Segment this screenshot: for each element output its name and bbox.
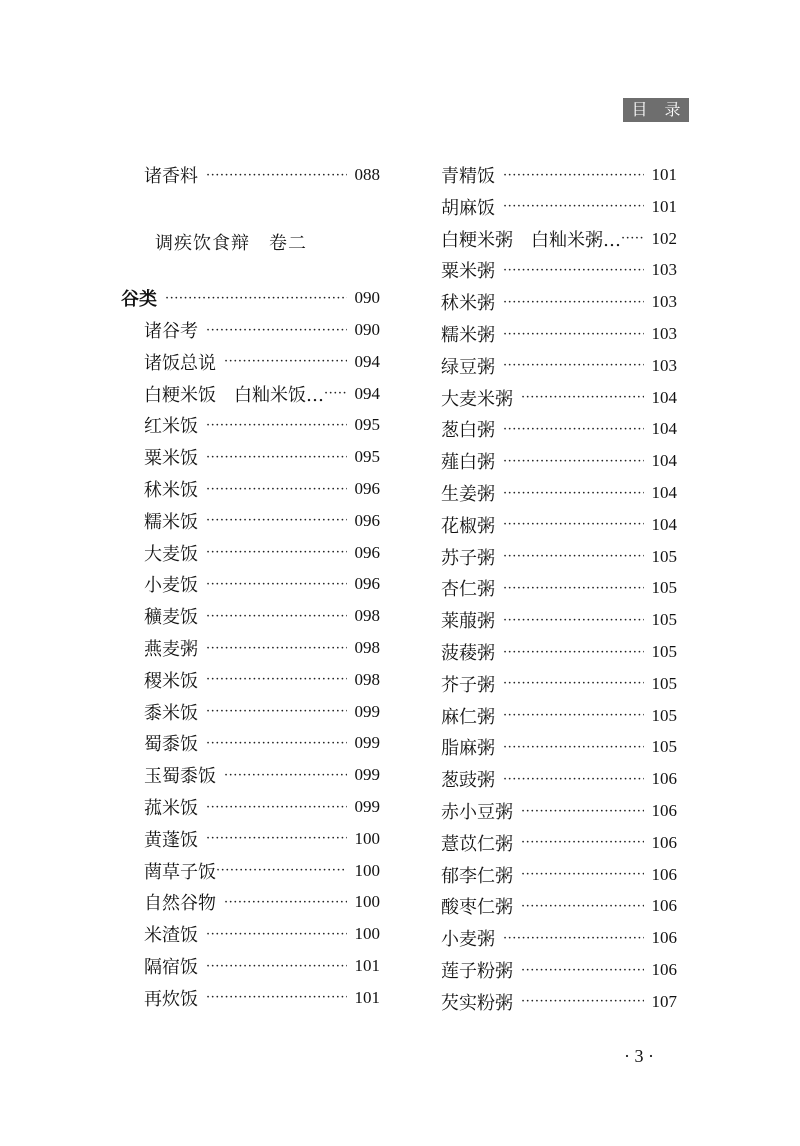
entry-page: 099: [354, 733, 380, 753]
leader-dots: [503, 358, 644, 373]
entry-page: 096: [354, 510, 380, 530]
entry-page: 104: [651, 483, 677, 502]
leader-dots: [503, 327, 644, 342]
entry-page: 102: [651, 228, 677, 248]
leader-dots: [621, 231, 644, 246]
entry-name: 小麦饭: [144, 575, 198, 597]
entry-name: 玉蜀黍饭: [144, 766, 216, 788]
entry-name: 蜀黍饭: [144, 734, 198, 756]
toc-entry[interactable]: [144, 730, 380, 756]
entry-page: 106: [651, 801, 677, 820]
leader-dots: [503, 454, 644, 469]
entry-name: 米渣饭: [144, 925, 198, 947]
entry-name: 红米饭: [144, 416, 198, 438]
entry-name: 脂麻粥: [441, 738, 495, 760]
entry-name: 稷米饭: [144, 670, 198, 692]
toc-entry[interactable]: [144, 699, 380, 725]
entry-name: 赤小豆粥: [441, 802, 513, 823]
entry-page: 100: [354, 892, 380, 912]
leader-dots: [503, 740, 644, 755]
toc-entry[interactable]: [144, 603, 380, 629]
entry-page: 099: [354, 797, 380, 816]
toc-entry[interactable]: [441, 226, 677, 252]
toc-entry[interactable]: [144, 762, 380, 788]
toc-entry[interactable]: [441, 416, 677, 442]
entry-page: 098: [354, 669, 380, 689]
leader-dots: [521, 994, 644, 1009]
leader-dots: [521, 899, 644, 914]
entry-page: 099: [354, 701, 380, 721]
entry-page: 107: [651, 991, 677, 1011]
toc-entry[interactable]: [441, 544, 677, 570]
toc-entry[interactable]: [441, 575, 677, 601]
toc-entry[interactable]: [144, 349, 380, 375]
entry-page: 096: [354, 574, 380, 594]
toc-entry[interactable]: [144, 889, 380, 915]
toc-entry[interactable]: [441, 162, 677, 188]
entry-name: 莱菔粥: [441, 611, 495, 633]
leader-dots: [206, 545, 347, 560]
entry-page: 104: [651, 419, 677, 439]
entry-name: 糯米饭: [144, 511, 198, 533]
entry-page: 104: [651, 451, 677, 471]
leader-dots: [206, 641, 347, 656]
toc-entry[interactable]: [441, 925, 677, 951]
leader-dots: [206, 418, 347, 433]
entry-page: 103: [651, 355, 677, 375]
toc-entry[interactable]: [144, 540, 380, 566]
entry-page: 094: [354, 351, 380, 371]
entry-page: 106: [651, 864, 677, 884]
page-number: · 3 ·: [624, 1046, 654, 1066]
toc-entry[interactable]: [144, 381, 380, 407]
toc-entry-first[interactable]: [144, 162, 380, 188]
toc-entry[interactable]: [441, 862, 677, 888]
entry-page: 101: [651, 196, 677, 216]
leader-dots: [521, 867, 644, 882]
entry-page: 100: [354, 828, 380, 848]
toc-entry[interactable]: [441, 798, 677, 824]
toc-entry[interactable]: [441, 957, 677, 983]
entry-name: 郁李仁粥: [441, 865, 513, 887]
entry-page: 088: [354, 165, 380, 184]
leader-dots: [206, 323, 347, 338]
toc-entry[interactable]: [144, 826, 380, 852]
entry-name: 葱豉粥: [441, 770, 495, 792]
entry-page: 101: [354, 956, 380, 975]
entry-name: 粟米饭: [144, 448, 198, 470]
entry-name: 花椒粥: [441, 515, 495, 537]
leader-dots: [206, 704, 347, 719]
entry-name: 白粳米饭 白籼米饭…: [144, 384, 324, 406]
leader-dots: [216, 863, 347, 878]
entry-name: 秫米粥: [441, 293, 495, 315]
leader-dots: [521, 390, 644, 405]
toc-entry[interactable]: [441, 989, 677, 1015]
leader-dots: [521, 804, 644, 819]
section-title: 调疾饮食辩 卷二: [155, 233, 307, 254]
entry-name: 绿豆粥: [441, 356, 495, 378]
toc-entry[interactable]: [441, 289, 677, 315]
leader-dots: [503, 422, 644, 437]
leader-dots: [503, 549, 644, 564]
leader-dots: [206, 672, 347, 687]
toc-entry[interactable]: [441, 257, 677, 283]
entry-name: 莲子粉粥: [441, 961, 513, 982]
entry-name: 苏子粥: [441, 547, 495, 569]
header-badge: 目 录: [623, 98, 689, 122]
entry-name: 自然谷物: [144, 893, 216, 915]
leader-dots: [503, 645, 644, 660]
leader-dots: [206, 168, 347, 183]
leader-dots: [503, 263, 644, 278]
entry-name: 大麦饭: [144, 543, 198, 565]
entry-name: 菵草子饭: [144, 861, 216, 883]
leader-dots: [521, 835, 644, 850]
toc-entry[interactable]: [144, 571, 380, 597]
toc-entry[interactable]: [441, 893, 677, 919]
toc-entry[interactable]: [441, 353, 677, 379]
entry-page: 104: [651, 514, 677, 534]
entry-page: 098: [354, 638, 380, 657]
toc-entry[interactable]: [441, 639, 677, 665]
leader-dots: [206, 450, 347, 465]
leader-dots: [503, 676, 644, 691]
entry-name: 菠薐粥: [441, 643, 495, 664]
entry-page: 105: [651, 705, 677, 725]
toc-entry[interactable]: [144, 412, 380, 438]
toc-entry[interactable]: [144, 667, 380, 693]
leader-dots: [503, 772, 644, 787]
leader-dots: [503, 199, 644, 214]
entry-page: 104: [651, 387, 677, 407]
entry-name: 秫米饭: [144, 480, 198, 501]
toc-entry[interactable]: [144, 635, 380, 661]
entry-name: 芡实粉粥: [441, 992, 513, 1014]
toc-entry[interactable]: [144, 317, 380, 343]
leader-dots: [206, 482, 347, 497]
entry-page: 095: [354, 447, 380, 467]
entry-page: 106: [651, 832, 677, 852]
toc-entry[interactable]: [441, 194, 677, 220]
entry-page: 098: [354, 606, 380, 626]
leader-dots: [206, 609, 347, 624]
entry-name: 薏苡仁粥: [441, 833, 513, 855]
entry-name: 粟米粥: [441, 261, 495, 283]
toc-entry[interactable]: [144, 476, 380, 502]
toc-entry[interactable]: [144, 444, 380, 470]
entry-name: 黍米饭: [144, 702, 198, 724]
entry-name: 胡麻饭: [441, 197, 495, 219]
entry-name: 菰米饭: [144, 798, 198, 819]
leader-dots: [503, 708, 644, 723]
leader-dots: [503, 168, 644, 183]
leader-dots: [324, 386, 347, 401]
leader-dots: [224, 895, 347, 910]
entry-name: 隔宿饭: [144, 957, 198, 978]
category-page: 090: [354, 288, 380, 307]
entry-page: 106: [651, 896, 677, 916]
leader-dots: [503, 581, 644, 596]
leader-dots: [503, 486, 644, 501]
toc-entry[interactable]: [441, 671, 677, 697]
entry-name: 葱白粥: [441, 420, 495, 442]
toc-entry[interactable]: [144, 508, 380, 534]
entry-name: 黄蓬饭: [144, 829, 198, 851]
leader-dots: [206, 927, 347, 942]
entry-name: 青精饭: [441, 166, 495, 187]
toc-entry[interactable]: [441, 448, 677, 474]
entry-name: 穬麦饭: [144, 607, 198, 629]
entry-page: 106: [651, 769, 677, 789]
leader-dots: [206, 959, 347, 974]
entry-page: 101: [651, 165, 677, 184]
entry-page: 106: [651, 928, 677, 948]
leader-dots: [206, 800, 347, 815]
entry-page: 096: [354, 542, 380, 562]
leader-dots: [206, 990, 347, 1005]
entry-name: 酸枣仁粥: [441, 897, 513, 919]
toc-entry[interactable]: [144, 858, 380, 884]
leader-dots: [206, 513, 347, 528]
leader-dots: [503, 931, 644, 946]
entry-page: 105: [651, 642, 677, 661]
entry-page: 094: [354, 383, 380, 403]
toc-entry[interactable]: [441, 385, 677, 411]
entry-page: 099: [354, 765, 380, 785]
entry-name: 燕麦粥: [144, 639, 198, 660]
entry-page: 103: [651, 292, 677, 312]
toc-entry[interactable]: [441, 607, 677, 633]
toc-entry[interactable]: [441, 830, 677, 856]
entry-page: 105: [651, 673, 677, 693]
entry-name: 诸饭总说: [144, 352, 216, 374]
toc-entry[interactable]: [144, 985, 380, 1011]
entry-page: 100: [354, 924, 380, 944]
toc-entry[interactable]: [144, 953, 380, 979]
entry-name: 薤白粥: [441, 452, 495, 474]
leader-dots: [165, 291, 347, 306]
toc-entry[interactable]: [144, 921, 380, 947]
leader-dots: [206, 577, 347, 592]
toc-entry[interactable]: [441, 734, 677, 760]
toc-entry[interactable]: [441, 703, 677, 729]
entry-page: 105: [651, 610, 677, 630]
leader-dots: [521, 963, 644, 978]
toc-entry[interactable]: [441, 480, 677, 506]
entry-page: 090: [354, 320, 380, 339]
leader-dots: [503, 295, 644, 310]
leader-dots: [206, 736, 347, 751]
entry-name: 大麦米粥: [441, 388, 513, 410]
entry-page: 106: [651, 960, 677, 979]
toc-category[interactable]: [121, 285, 380, 311]
entry-page: 103: [651, 260, 677, 280]
entry-name: 诸谷考: [144, 321, 198, 342]
entry-name: 麻仁粥: [441, 706, 495, 728]
entry-page: 096: [354, 479, 380, 498]
entry-page: 103: [651, 324, 677, 343]
leader-dots: [206, 831, 347, 846]
toc-entry[interactable]: [441, 512, 677, 538]
toc-entry[interactable]: [441, 321, 677, 347]
leader-dots: [503, 613, 644, 628]
entry-page: 100: [354, 860, 380, 880]
leader-dots: [224, 768, 347, 783]
entry-page: 105: [651, 546, 677, 566]
toc-entry[interactable]: [144, 794, 380, 820]
category-name: 谷类: [121, 289, 157, 310]
entry-name: 杏仁粥: [441, 579, 495, 601]
entry-name: 小麦粥: [441, 929, 495, 951]
entry-name: 芥子粥: [441, 674, 495, 696]
leader-dots: [503, 517, 644, 532]
entry-name: 白粳米粥 白籼米粥…: [441, 229, 621, 251]
entry-page: 101: [354, 987, 380, 1007]
entry-name: 诸香料: [144, 166, 198, 187]
entry-name: 生姜粥: [441, 484, 495, 505]
entry-page: 095: [354, 415, 380, 435]
leader-dots: [224, 354, 347, 369]
entry-page: 105: [651, 578, 677, 598]
entry-name: 糯米粥: [441, 325, 495, 346]
toc-entry[interactable]: [441, 766, 677, 792]
entry-name: 再炊饭: [144, 988, 198, 1010]
entry-page: 105: [651, 737, 677, 757]
